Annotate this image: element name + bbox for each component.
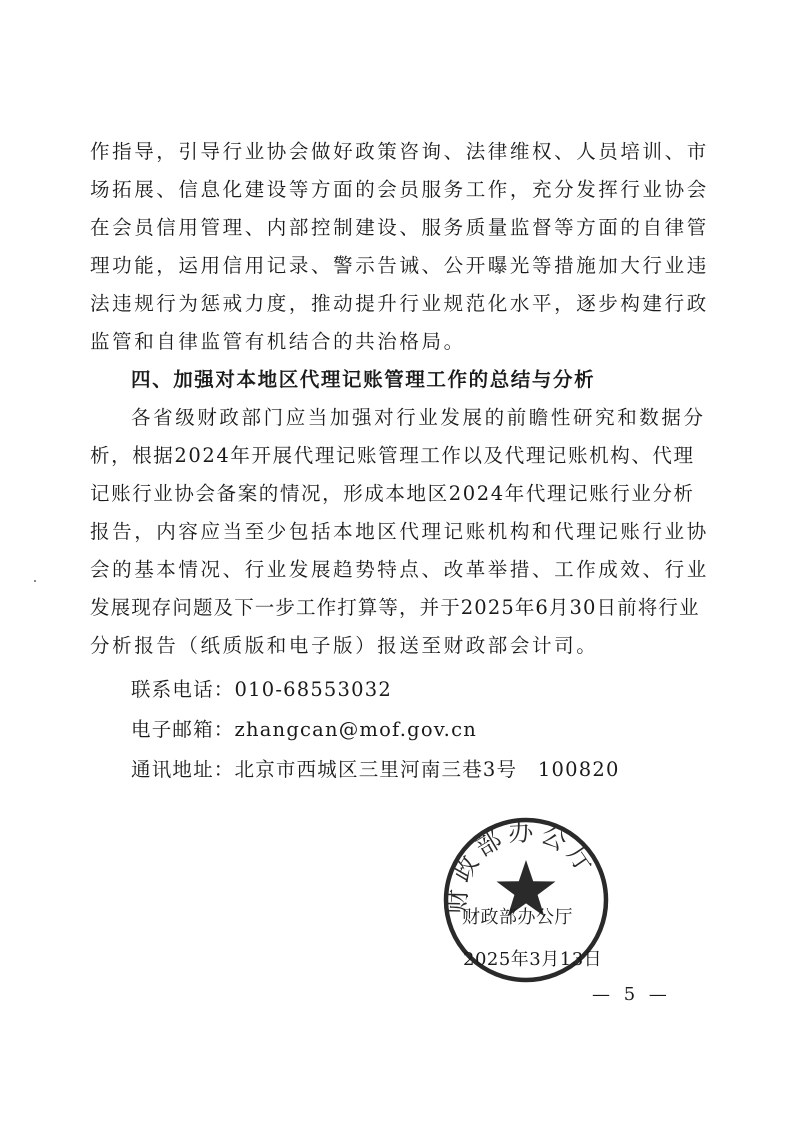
text-line: 报告，内容应当至少包括本地区代理记账机构和代理记账行业协 xyxy=(90,520,709,543)
text-line: 理功能，运用信用记录、警示告诫、公开曝光等措施加大行业违 xyxy=(90,254,709,277)
text-line: 析，根据2024年开展代理记账管理工作以及代理记账机构、代理 xyxy=(90,444,695,467)
section-heading: 四、加强对本地区代理记账管理工作的总结与分析 xyxy=(131,368,596,391)
contact-phone: 联系电话：010-68553032 xyxy=(131,678,392,701)
text-line: 在会员信用管理、内部控制建设、服务质量监督等方面的自律管 xyxy=(90,216,709,239)
signature-org: 财政部办公厅 xyxy=(462,907,573,928)
text-line: 监管和自律监管有机结合的共治格局。 xyxy=(90,330,466,353)
signature-date: 2025年3月13日 xyxy=(463,949,603,970)
scan-speck xyxy=(34,580,36,582)
text-line: 记账行业协会备案的情况，形成本地区2024年代理记账行业分析 xyxy=(90,482,695,505)
text-line: 场拓展、信息化建设等方面的会员服务工作，充分发挥行业协会 xyxy=(90,178,709,201)
text-line: 分析报告（纸质版和电子版）报送至财政部会计司。 xyxy=(90,634,599,657)
page-number: — 5 — xyxy=(592,984,671,1005)
seal-arc-text: 财政部办公厅 xyxy=(442,817,603,915)
contact-email: 电子邮箱：zhangcan@mof.gov.cn xyxy=(131,718,477,741)
text-line: 法违规行为惩戒力度，推动提升行业规范化水平，逐步构建行政 xyxy=(90,292,709,315)
contact-address: 通讯地址：北京市西城区三里河南三巷3号 100820 xyxy=(131,758,620,781)
text-line: 会的基本情况、行业发展趋势特点、改革举措、工作成效、行业 xyxy=(90,558,709,581)
text-line: 发展现存问题及下一步工作打算等，并于2025年6月30日前将行业 xyxy=(90,596,700,619)
text-line: 作指导，引导行业协会做好政策咨询、法律维权、人员培训、市 xyxy=(90,140,709,163)
text-line: 各省级财政部门应当加强对行业发展的前瞻性研究和数据分 xyxy=(131,406,706,429)
